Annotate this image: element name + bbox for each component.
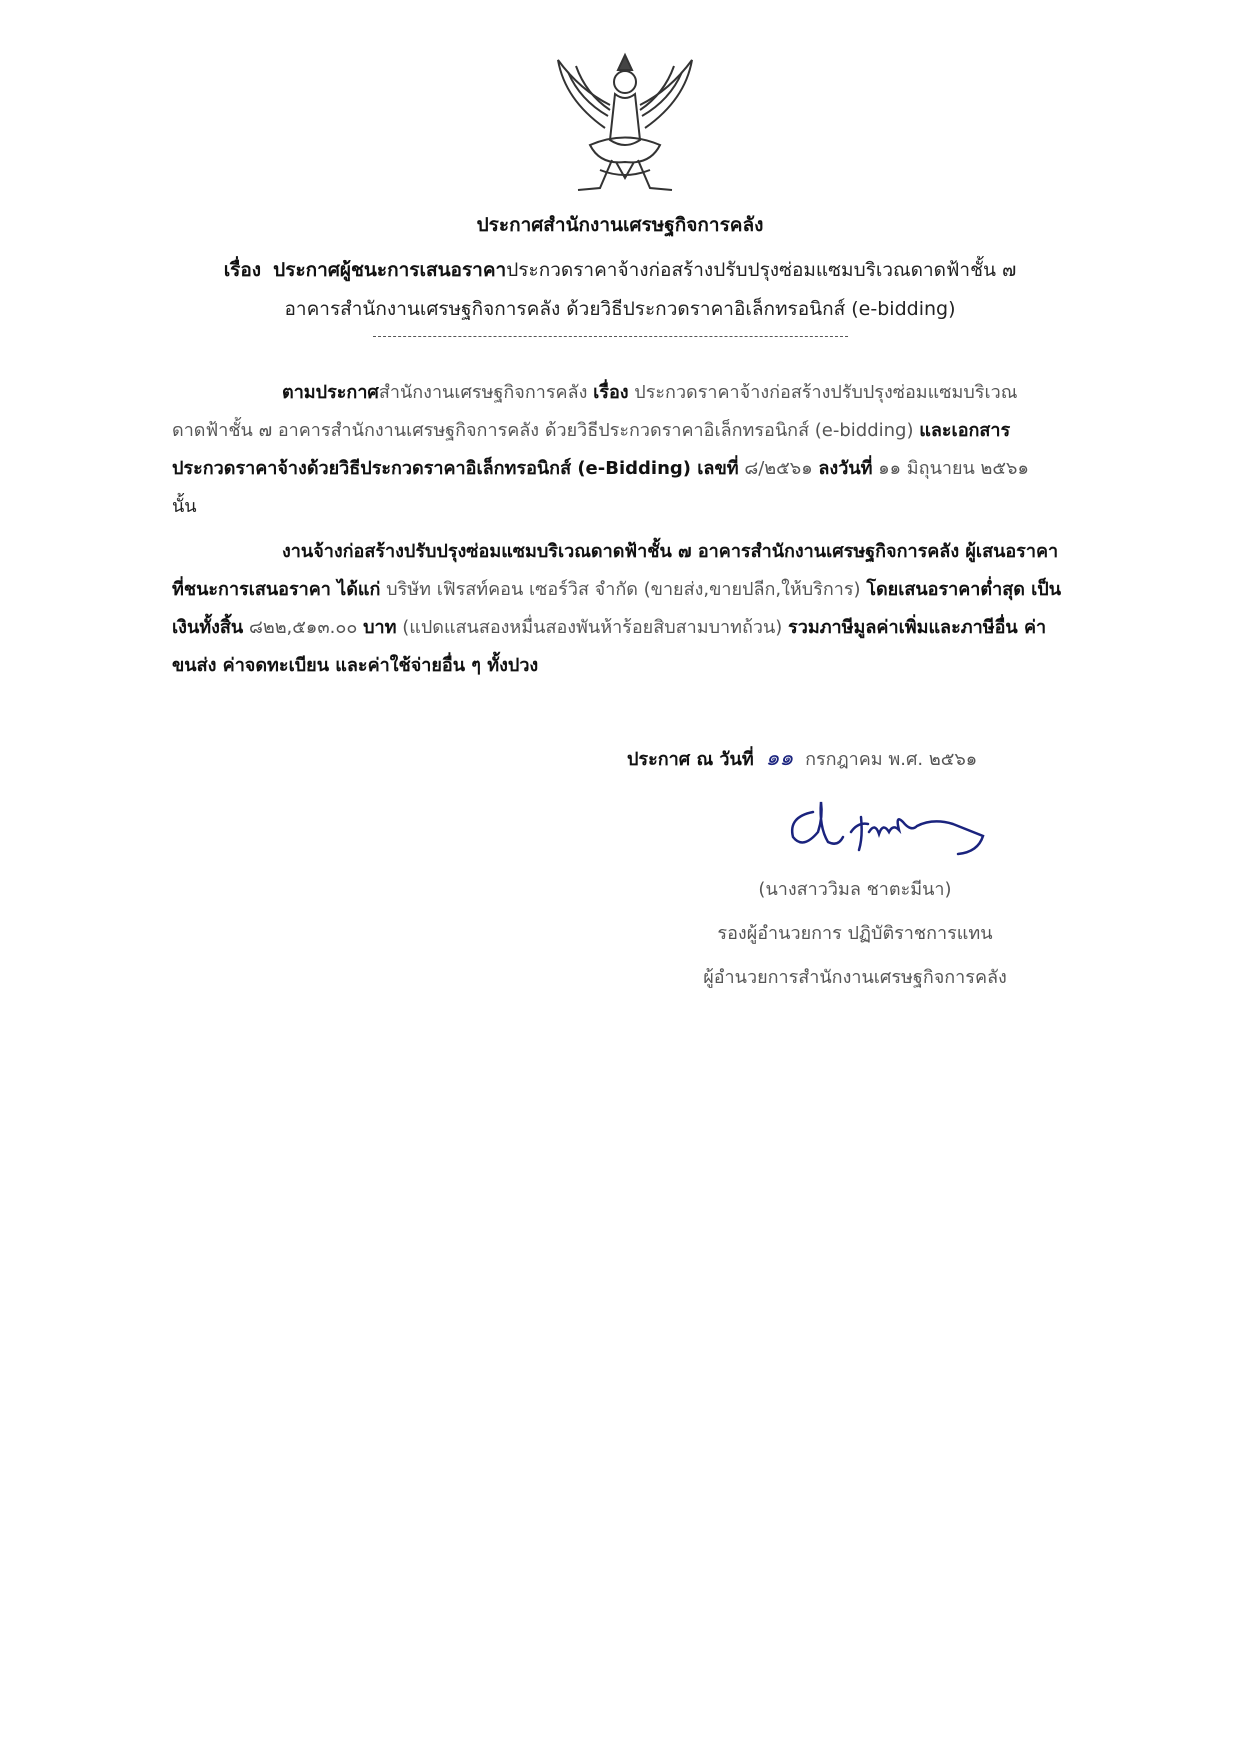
signer-position-2: ผู้อำนวยการสำนักงานเศรษฐกิจการคลัง (703, 967, 1007, 988)
p1-i: นั้น (172, 496, 197, 517)
p2-f: (แปดแสนสองหมื่นสองพันห้าร้อยสิบสามบาทถ้วน) (402, 617, 783, 638)
subject-rest: ประกวดราคาจ้างก่อสร้างปรับปรุงซ่อมแซมบริเวณดาดฟ้าชั้น ๗ (506, 259, 1017, 281)
announce-label: ประกาศ ณ วันที่ (627, 749, 754, 770)
subject-label: เรื่อง (223, 259, 262, 281)
signature-icon (783, 792, 993, 862)
paragraph-1 (172, 374, 1072, 526)
p2-b: บริษัท เฟิรสท์คอน เซอร์วิส จำกัด (ขายส่ง,ขายปลีก,ให้บริการ) (386, 579, 861, 600)
signer-name: (นางสาววิมล ชาตะมีนา) (758, 879, 952, 900)
p1-g: ลงวันที่ (818, 458, 873, 479)
p2-d: ๘๒๒,๕๑๓.๐๐ (248, 617, 358, 638)
subject-bold: ประกาศผู้ชนะการเสนอราคา (273, 259, 507, 281)
garuda-emblem-icon (550, 50, 700, 200)
signer-position-1: รองผู้อำนวยการ ปฏิบัติราชการแทน (717, 923, 993, 944)
page-title (0, 212, 1240, 238)
announce-day: ๑๑ (765, 746, 794, 771)
p1-h: ๑๑ มิถุนายน ๒๕๖๑ (878, 458, 1029, 479)
p1-a: ตามประกาศ (282, 382, 379, 403)
p1-f: ๘/๒๕๖๑ (744, 458, 813, 479)
subject-line-2: อาคารสำนักงานเศรษฐกิจการคลัง ด้วยวิธีประกวดราคาอิเล็กทรอนิกส์ (e-bidding) (284, 298, 956, 320)
announce-month-year: กรกฎาคม พ.ศ. ๒๕๖๑ (805, 749, 978, 770)
p1-d: ประกวดราคาจ้างก่อสร้างปรับปรุงซ่อมแซมบริเวณดาดฟ้าชั้น ๗ อาคารสำนักงานเศรษฐกิจการคลัง ด้วยวิธีประกวดราคาอิเล็กทรอนิกส์ (e-bidding) (172, 382, 1018, 441)
p1-c: เรื่อง (593, 382, 629, 403)
p1-b: สำนักงานเศรษฐกิจการคลัง (378, 382, 588, 403)
paragraph-2 (172, 533, 1072, 685)
p2-e: บาท (363, 617, 397, 638)
subject-line (0, 257, 1240, 283)
announce-date (627, 740, 977, 775)
divider (373, 336, 848, 337)
p2-a: งานจ้างก่อสร้างปรับปรุงซ่อมแซมบริเวณดาดฟ้าชั้น ๗ อาคารสำนักงานเศรษฐกิจการคลัง ผู้เสนอราคา ที่ชนะการเสนอราคา ได้แก่ (172, 541, 1059, 600)
p2-c: โดยเสนอราคาต่ำสุด เป็นเงินทั้งสิ้น (172, 579, 1062, 638)
title-text: ประกาศสำนักงานเศรษฐกิจการคลัง (476, 214, 764, 236)
p1-e: และเอกสาร ประกวดราคาจ้างด้วยวิธีประกวดราคาอิเล็กทรอนิกส์ (e-Bidding) เลขที่ (172, 420, 1011, 479)
p2-g: รวมภาษีมูลค่าเพิ่มและภาษีอื่น ค่าขนส่ง ค่าจดทะเบียน และค่าใช้จ่ายอื่น ๆ ทั้งปวง (172, 617, 1047, 676)
